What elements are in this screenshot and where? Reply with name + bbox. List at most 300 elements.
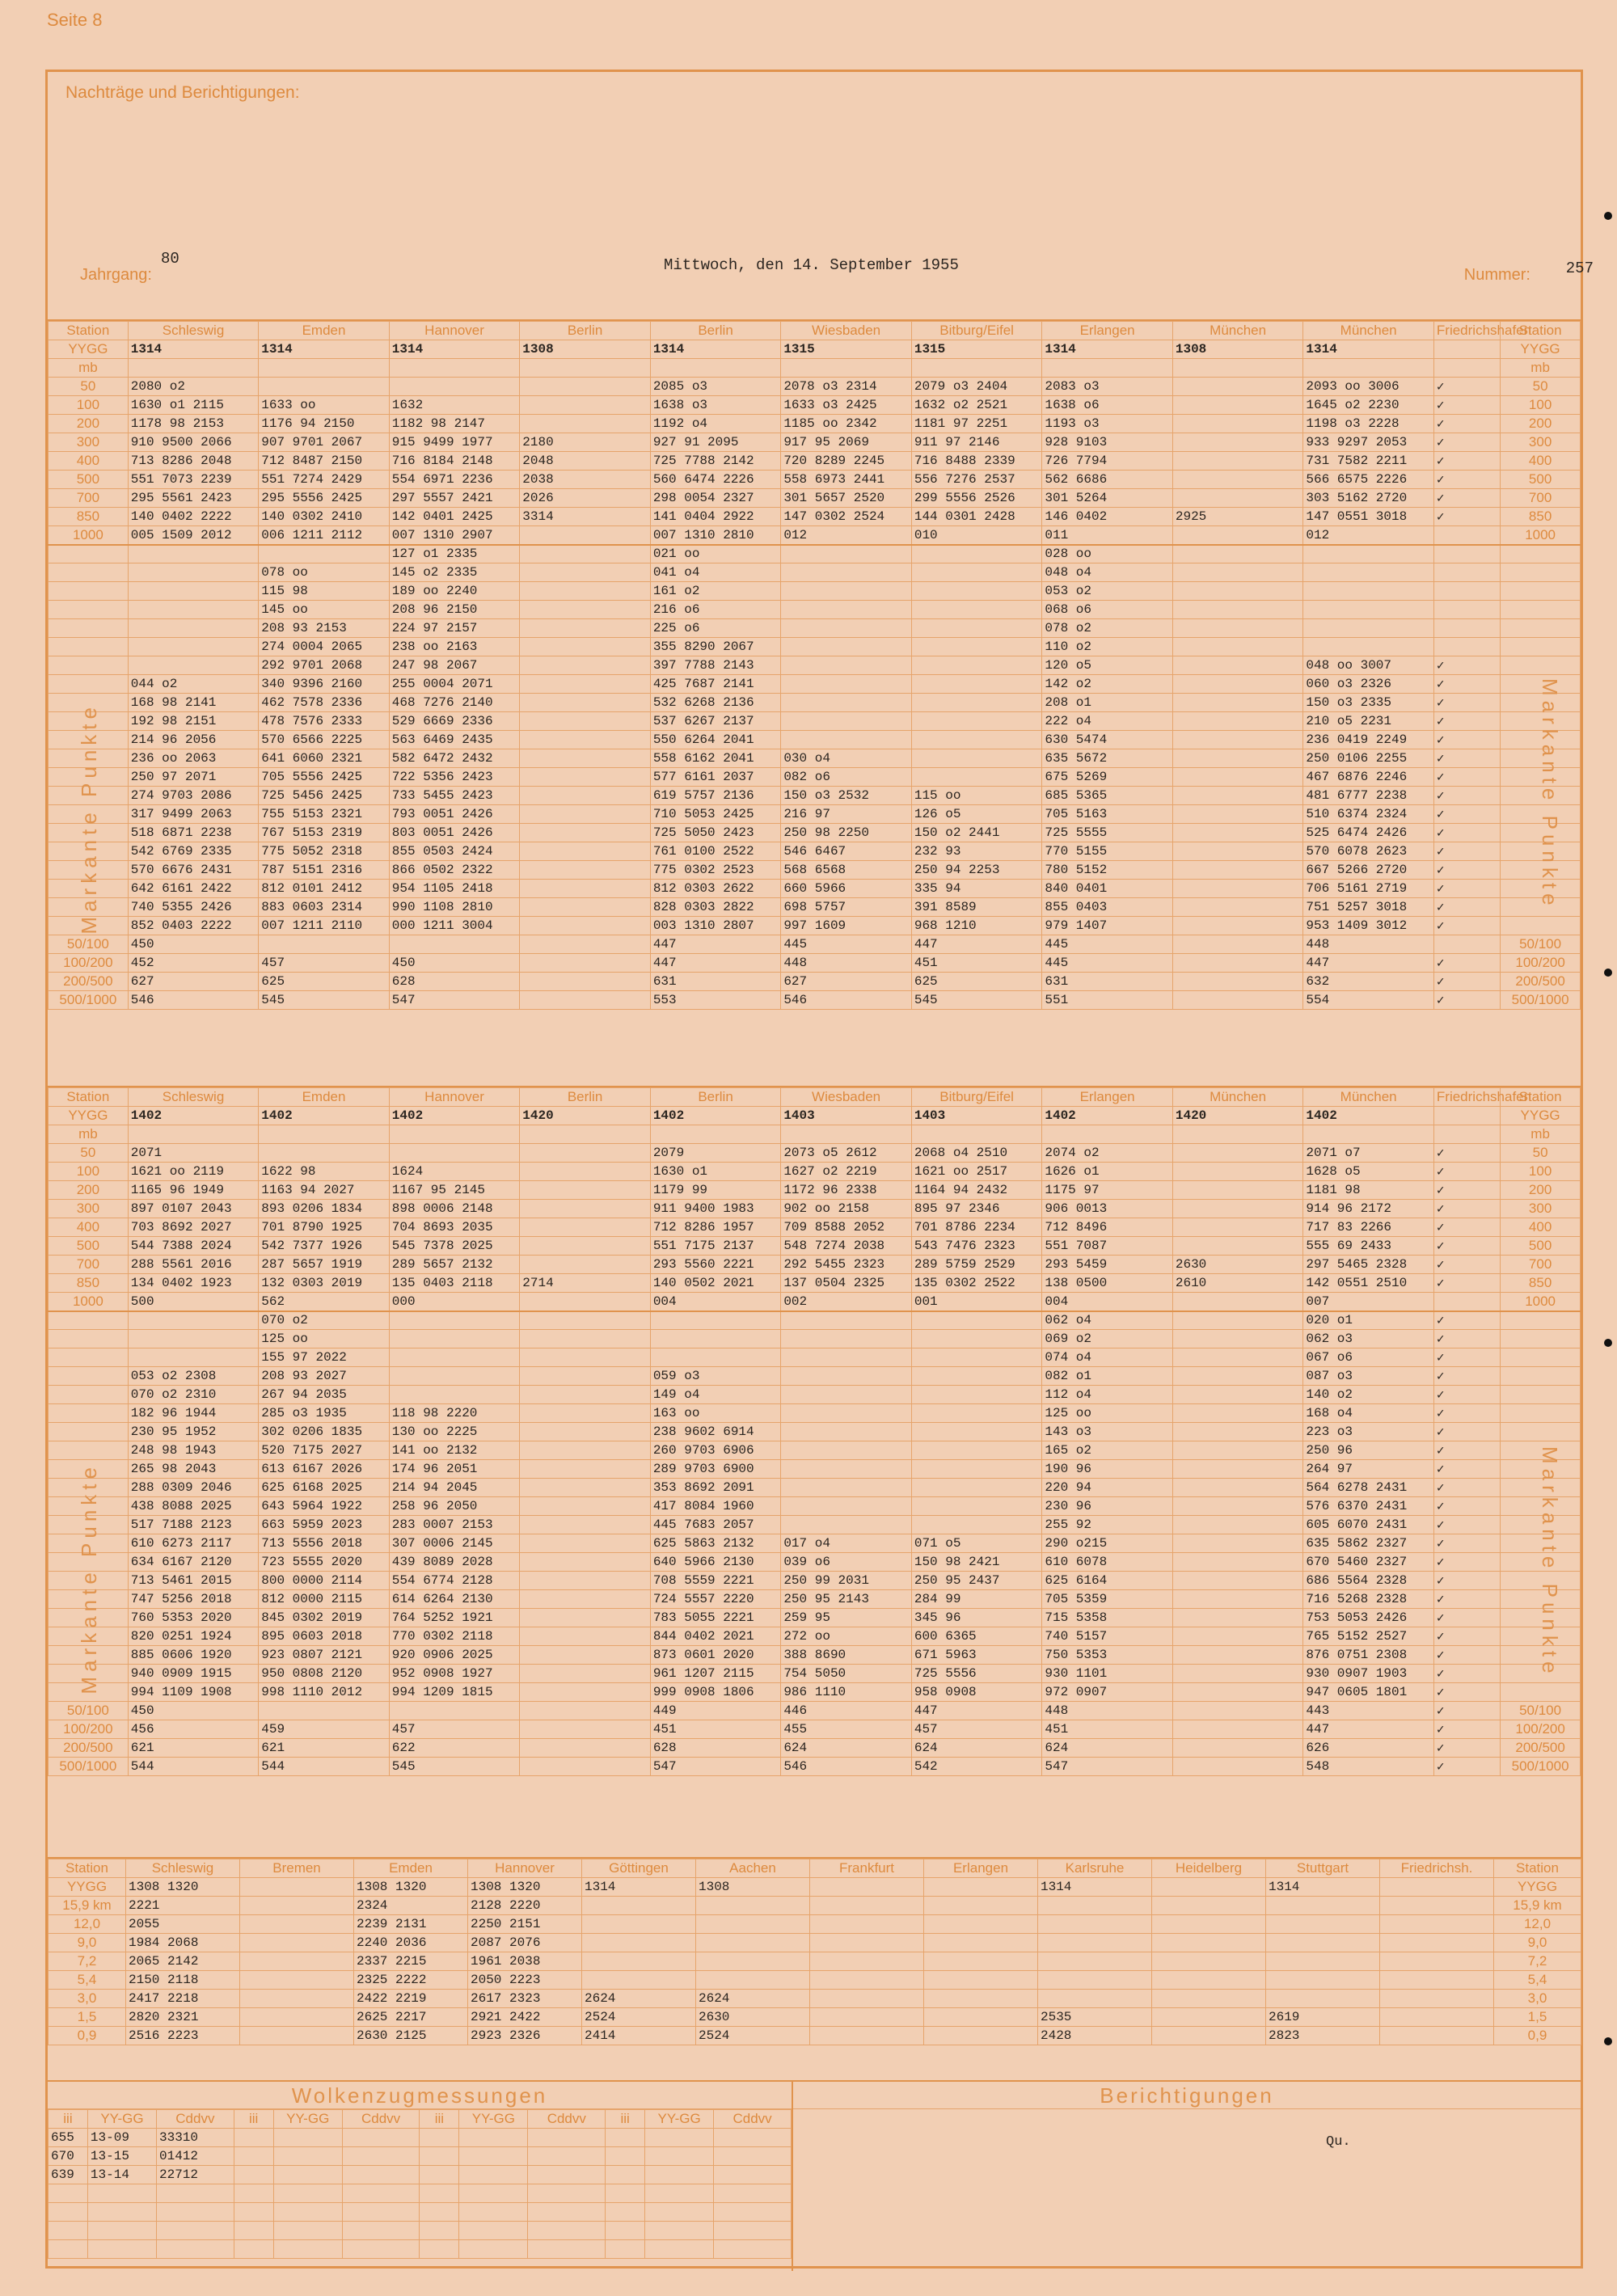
cloud-value	[420, 2203, 459, 2222]
level-row	[49, 1163, 1581, 1181]
layer-label: 50/100	[1501, 935, 1581, 954]
significant-point-value	[1303, 545, 1434, 563]
unit-row	[49, 1125, 1581, 1144]
significant-point-value	[911, 563, 1042, 582]
wind-value	[1152, 1897, 1266, 1915]
level-value: 1628 o5	[1303, 1163, 1434, 1181]
wind-value: 2617 2323	[468, 1990, 582, 2008]
significant-point-value: ✓	[1433, 656, 1500, 675]
significant-point-value	[520, 656, 651, 675]
markante-label-left-1: Markante Punkte	[77, 703, 101, 935]
layer-label: 50/100	[49, 935, 129, 954]
significant-point-value	[389, 1330, 520, 1348]
level-value: 895 97 2346	[911, 1200, 1042, 1218]
cloud-value	[714, 2166, 792, 2184]
significant-point-label	[1501, 1367, 1581, 1386]
level-value: 2093 oo 3006	[1303, 378, 1434, 396]
significant-point-value	[520, 619, 651, 638]
significant-point-value: 161 o2	[650, 582, 781, 601]
wind-value	[582, 1897, 696, 1915]
significant-point-value: 127 o1 2335	[389, 545, 520, 563]
level-row	[49, 1218, 1581, 1237]
significant-point-value: 990 1108 2810	[389, 898, 520, 917]
significant-point-value: 783 5055 2221	[650, 1609, 781, 1627]
station-name: Emden	[259, 322, 390, 340]
significant-point-value: 747 5256 2018	[128, 1590, 259, 1609]
significant-point-value: 765 5152 2527	[1303, 1627, 1434, 1646]
wind-value: 2820 2321	[126, 2008, 240, 2027]
cloud-value	[459, 2203, 528, 2222]
wind-value	[1380, 1952, 1494, 1971]
layer-label: 100/200	[49, 954, 129, 973]
wind-yygg-value	[924, 1878, 1038, 1897]
level-label: 850	[49, 508, 129, 526]
level-row	[49, 1144, 1581, 1163]
level-value: 566 6575 2226	[1303, 471, 1434, 489]
significant-point-row	[49, 1609, 1581, 1627]
cloud-value: 33310	[157, 2129, 234, 2147]
level-value: 701 8786 2234	[911, 1218, 1042, 1237]
significant-point-value: 292 9701 2068	[259, 656, 390, 675]
level-value: 902 oo 2158	[781, 1200, 912, 1218]
significant-point-value: 168 98 2141	[128, 694, 259, 712]
level-value: ✓	[1433, 1218, 1500, 1237]
wind-value: 2325 2222	[354, 1971, 468, 1990]
level-value: ✓	[1433, 452, 1500, 471]
station-name: Berlin	[650, 1088, 781, 1107]
significant-point-value	[1172, 1497, 1303, 1516]
layer-value: 542	[911, 1758, 1042, 1776]
wind-value: 2240 2036	[354, 1934, 468, 1952]
wind-table	[48, 1859, 1581, 2045]
significant-point-value: 828 0303 2822	[650, 898, 781, 917]
level-value: 500	[128, 1293, 259, 1311]
significant-point-value	[128, 545, 259, 563]
level-value: 2714	[520, 1274, 651, 1293]
level-label: 100	[1501, 1163, 1581, 1181]
significant-point-row	[49, 898, 1581, 917]
level-value: 2610	[1172, 1274, 1303, 1293]
code-header	[1303, 359, 1434, 378]
significant-point-value	[128, 582, 259, 601]
mb-label: mb	[1501, 359, 1581, 378]
significant-point-value: 715 5358	[1042, 1609, 1173, 1627]
significant-point-value	[781, 1367, 912, 1386]
wind-value	[810, 1952, 924, 1971]
significant-point-value	[781, 1479, 912, 1497]
significant-point-value: ✓	[1433, 1646, 1500, 1665]
significant-point-value	[520, 1534, 651, 1553]
wind-value: 2087 2076	[468, 1934, 582, 1952]
wind-value: 2324	[354, 1897, 468, 1915]
significant-point-value	[1172, 656, 1303, 675]
significant-point-row	[49, 675, 1581, 694]
level-value: 2630	[1172, 1256, 1303, 1274]
level-label: 200	[49, 1181, 129, 1200]
cloud-value	[420, 2166, 459, 2184]
significant-point-label	[49, 1348, 129, 1367]
significant-point-value: 619 5757 2136	[650, 787, 781, 805]
significant-point-value: 954 1105 2418	[389, 880, 520, 898]
significant-point-value: 947 0605 1801	[1303, 1683, 1434, 1702]
layer-label: 100/200	[1501, 1720, 1581, 1739]
significant-point-value: 972 0907	[1042, 1683, 1173, 1702]
level-value	[1433, 526, 1500, 545]
significant-point-value: 812 0101 2412	[259, 880, 390, 898]
level-value: 295 5556 2425	[259, 489, 390, 508]
significant-point-value	[1172, 1423, 1303, 1441]
significant-point-value: ✓	[1433, 1572, 1500, 1590]
wind-value: 2923 2326	[468, 2027, 582, 2045]
wind-value	[1152, 1934, 1266, 1952]
level-value: ✓	[1433, 1256, 1500, 1274]
significant-point-value	[520, 1479, 651, 1497]
significant-point-value	[389, 1311, 520, 1330]
wind-value	[1152, 1915, 1266, 1934]
level-value: 893 0206 1834	[259, 1200, 390, 1218]
wind-level-row	[49, 1971, 1581, 1990]
significant-point-value	[1172, 861, 1303, 880]
significant-point-value: 259 95	[781, 1609, 912, 1627]
level-value: 1621 oo 2119	[128, 1163, 259, 1181]
significant-point-value: ✓	[1433, 1609, 1500, 1627]
cloud-value	[645, 2240, 714, 2259]
layer-row	[49, 991, 1581, 1010]
significant-point-value: 760 5353 2020	[128, 1609, 259, 1627]
significant-point-value	[911, 1423, 1042, 1441]
level-value: 1638 o3	[650, 396, 781, 415]
wind-value: 2535	[1038, 2008, 1152, 2027]
significant-point-value	[911, 731, 1042, 749]
significant-point-value: 968 1210	[911, 917, 1042, 935]
level-value: 293 5560 2221	[650, 1256, 781, 1274]
significant-point-row	[49, 768, 1581, 787]
significant-point-value: 481 6777 2238	[1303, 787, 1434, 805]
cloud-value	[714, 2222, 792, 2240]
significant-point-value: 140 o2	[1303, 1386, 1434, 1404]
layer-value: 545	[389, 1758, 520, 1776]
significant-point-value: 250 95 2143	[781, 1590, 912, 1609]
significant-point-value: ✓	[1433, 1627, 1500, 1646]
layer-value: 451	[911, 954, 1042, 973]
significant-point-label	[1501, 1683, 1581, 1702]
level-value: 928 9103	[1042, 433, 1173, 452]
significant-point-value: 708 5559 2221	[650, 1572, 781, 1590]
level-value: 2080 o2	[128, 378, 259, 396]
layer-value: 545	[911, 991, 1042, 1010]
significant-point-value	[1172, 1534, 1303, 1553]
cloud-value	[342, 2222, 420, 2240]
cloud-header: YY-GG	[645, 2110, 714, 2129]
level-value: 1638 o6	[1042, 396, 1173, 415]
punch-hole-2	[1604, 969, 1612, 977]
level-value: ✓	[1433, 1274, 1500, 1293]
level-value	[520, 1163, 651, 1181]
level-value: 005 1509 2012	[128, 526, 259, 545]
significant-point-value: ✓	[1433, 1441, 1500, 1460]
significant-point-value: 770 5155	[1042, 842, 1173, 861]
markante-label-right-2: Markante Punkte	[1538, 1446, 1562, 1678]
significant-point-value	[911, 1367, 1042, 1386]
cloud-value	[645, 2222, 714, 2240]
layer-value: 551	[1042, 991, 1173, 1010]
significant-point-value	[781, 1404, 912, 1423]
significant-point-value: 210 o5 2231	[1303, 712, 1434, 731]
wind-value: 2250 2151	[468, 1915, 582, 1934]
layer-label: 100/200	[1501, 954, 1581, 973]
significant-point-value	[1172, 1367, 1303, 1386]
significant-point-row	[49, 1534, 1581, 1553]
yygg-value: 1402	[389, 1107, 520, 1125]
significant-point-value	[911, 749, 1042, 768]
level-value: 551 7073 2239	[128, 471, 259, 489]
significant-point-value	[520, 787, 651, 805]
level-label: 300	[49, 1200, 129, 1218]
code-header	[1042, 359, 1173, 378]
wind-station-name: Frankfurt	[810, 1859, 924, 1878]
layer-row	[49, 1758, 1581, 1776]
significant-point-row	[49, 824, 1581, 842]
significant-point-value: 568 6568	[781, 861, 912, 880]
layer-value: ✓	[1433, 1702, 1500, 1720]
significant-point-value: 216 97	[781, 805, 912, 824]
level-value: 295 5561 2423	[128, 489, 259, 508]
layer-value: 448	[1303, 935, 1434, 954]
significant-point-value: 265 98 2043	[128, 1460, 259, 1479]
significant-point-label	[1501, 1348, 1581, 1367]
level-value: 716 8184 2148	[389, 452, 520, 471]
significant-point-label	[49, 1404, 129, 1423]
level-value: 289 5759 2529	[911, 1256, 1042, 1274]
station-name: München	[1172, 1088, 1303, 1107]
cloud-value	[234, 2184, 273, 2203]
yygg-label: YYGG	[49, 1878, 126, 1897]
significant-point-value: 643 5964 1922	[259, 1497, 390, 1516]
cloud-title: Wolkenzugmessungen	[48, 2082, 792, 2109]
level-value: 1175 97	[1042, 1181, 1173, 1200]
layer-value	[1172, 935, 1303, 954]
level-value: 1178 98 2153	[128, 415, 259, 433]
significant-point-value: 725 5050 2423	[650, 824, 781, 842]
layer-value: 621	[259, 1739, 390, 1758]
punch-hole-4	[1604, 2037, 1612, 2045]
wind-value	[1038, 1952, 1152, 1971]
significant-point-value	[781, 1311, 912, 1330]
significant-point-row	[49, 1553, 1581, 1572]
cloud-value	[645, 2166, 714, 2184]
significant-point-value: 803 0051 2426	[389, 824, 520, 842]
significant-point-value: 663 5959 2023	[259, 1516, 390, 1534]
level-row	[49, 433, 1581, 452]
markante-label-left-2: Markante Punkte	[77, 1462, 101, 1695]
level-value: 551 7274 2429	[259, 471, 390, 489]
wind-yygg-value	[1380, 1878, 1494, 1897]
code-header	[259, 359, 390, 378]
significant-point-value: 142 o2	[1042, 675, 1173, 694]
jahrgang-label: Jahrgang:	[80, 266, 152, 284]
cloud-value	[528, 2129, 606, 2147]
significant-point-value	[1172, 880, 1303, 898]
significant-point-value: 248 98 1943	[128, 1441, 259, 1460]
significant-point-value	[1303, 638, 1434, 656]
significant-point-value	[1433, 563, 1500, 582]
cloud-value	[459, 2166, 528, 2184]
level-value: 1181 97 2251	[911, 415, 1042, 433]
level-value: 2038	[520, 471, 651, 489]
significant-point-value: 671 5963	[911, 1646, 1042, 1665]
wind-level-label: 5,4	[49, 1971, 126, 1990]
level-label: 850	[49, 1274, 129, 1293]
station-name: Wiesbaden	[781, 1088, 912, 1107]
wind-value	[1038, 1990, 1152, 2008]
ascent-block-2	[48, 1086, 1581, 1776]
level-value	[259, 378, 390, 396]
yygg-value: 1403	[911, 1107, 1042, 1125]
level-value: 287 5657 1919	[259, 1256, 390, 1274]
wind-value: 2624	[582, 1990, 696, 2008]
wind-block	[48, 1857, 1581, 2045]
yygg-label: YYGG	[1494, 1878, 1581, 1897]
level-value: 2079 o3 2404	[911, 378, 1042, 396]
layer-label: 500/1000	[49, 1758, 129, 1776]
significant-point-value	[781, 712, 912, 731]
yygg-label: YYGG	[1501, 340, 1581, 359]
significant-point-value: 062 o4	[1042, 1311, 1173, 1330]
yygg-value: 1402	[128, 1107, 259, 1125]
level-value	[520, 1200, 651, 1218]
level-value	[1172, 471, 1303, 489]
significant-point-value: 780 5152	[1042, 861, 1173, 880]
significant-point-value: 775 5052 2318	[259, 842, 390, 861]
significant-point-value: 340 9396 2160	[259, 675, 390, 694]
level-value: 2048	[520, 452, 651, 471]
station-label: Station	[1501, 1088, 1581, 1107]
significant-point-value	[1172, 898, 1303, 917]
significant-point-value	[520, 731, 651, 749]
significant-point-label	[1501, 656, 1581, 675]
level-value: 137 0504 2325	[781, 1274, 912, 1293]
significant-point-value: 740 5355 2426	[128, 898, 259, 917]
station-name: Berlin	[650, 322, 781, 340]
significant-point-value	[1172, 1627, 1303, 1646]
significant-point-value	[520, 842, 651, 861]
significant-point-value	[1172, 1330, 1303, 1348]
wind-level-row	[49, 1934, 1581, 1952]
significant-point-value	[911, 1441, 1042, 1460]
significant-point-row	[49, 1386, 1581, 1404]
cloud-value	[273, 2240, 342, 2259]
significant-point-row	[49, 842, 1581, 861]
layer-label: 200/500	[49, 973, 129, 991]
significant-point-row	[49, 638, 1581, 656]
level-label: 700	[49, 1256, 129, 1274]
significant-point-value: ✓	[1433, 880, 1500, 898]
level-value: 716 8488 2339	[911, 452, 1042, 471]
significant-point-value	[911, 1404, 1042, 1423]
level-value	[520, 1181, 651, 1200]
significant-point-row	[49, 749, 1581, 768]
significant-point-value: 667 5266 2720	[1303, 861, 1434, 880]
significant-point-value: 130 oo 2225	[389, 1423, 520, 1441]
cloud-value	[420, 2129, 459, 2147]
significant-point-value: ✓	[1433, 1330, 1500, 1348]
level-value: 555 69 2433	[1303, 1237, 1434, 1256]
significant-point-value: ✓	[1433, 768, 1500, 787]
wind-yygg-value: 1308 1320	[468, 1878, 582, 1897]
cloud-value: 13-15	[87, 2147, 156, 2166]
level-value: 560 6474 2226	[650, 471, 781, 489]
significant-point-value: 563 6469 2435	[389, 731, 520, 749]
yygg-value: 1403	[781, 1107, 912, 1125]
significant-point-value: 478 7576 2333	[259, 712, 390, 731]
significant-point-value: 120 o5	[1042, 656, 1173, 675]
significant-point-value: 554 6774 2128	[389, 1572, 520, 1590]
significant-point-value	[1172, 824, 1303, 842]
code-header	[781, 1125, 912, 1144]
level-value: 000	[389, 1293, 520, 1311]
wind-station-name: Hannover	[468, 1859, 582, 1878]
significant-point-value: 317 9499 2063	[128, 805, 259, 824]
significant-point-value: 438 8088 2025	[128, 1497, 259, 1516]
significant-point-value	[520, 898, 651, 917]
significant-point-value	[781, 694, 912, 712]
level-value: ✓	[1433, 1237, 1500, 1256]
significant-point-value: 285 o3 1935	[259, 1404, 390, 1423]
significant-point-value: ✓	[1433, 1590, 1500, 1609]
code-header	[650, 359, 781, 378]
layer-value	[520, 1758, 651, 1776]
cloud-value: 01412	[157, 2147, 234, 2166]
layer-label: 200/500	[1501, 973, 1581, 991]
level-row	[49, 489, 1581, 508]
significant-point-value: 044 o2	[128, 675, 259, 694]
significant-point-value	[520, 694, 651, 712]
significant-point-label	[49, 656, 129, 675]
significant-point-value: 070 o2 2310	[128, 1386, 259, 1404]
cloud-value: 13-09	[87, 2129, 156, 2147]
wind-yygg-row	[49, 1878, 1581, 1897]
significant-point-row	[49, 1516, 1581, 1534]
level-value: 911 9400 1983	[650, 1200, 781, 1218]
level-value	[520, 1256, 651, 1274]
level-value: 1633 o3 2425	[781, 396, 912, 415]
significant-point-value: 182 96 1944	[128, 1404, 259, 1423]
significant-point-row	[49, 1404, 1581, 1423]
significant-point-label	[1501, 1423, 1581, 1441]
level-value: 297 5465 2328	[1303, 1256, 1434, 1274]
level-value: 543 7476 2323	[911, 1237, 1042, 1256]
significant-point-value: 546 6467	[781, 842, 912, 861]
layer-value: 632	[1303, 973, 1434, 991]
layer-row	[49, 935, 1581, 954]
significant-point-value: 255 0004 2071	[389, 675, 520, 694]
significant-point-value	[781, 1516, 912, 1534]
significant-point-value	[520, 1311, 651, 1330]
level-value: 551 7175 2137	[650, 1237, 781, 1256]
level-value: 2071 o7	[1303, 1144, 1434, 1163]
significant-point-value	[1172, 619, 1303, 638]
level-value: 140 0302 2410	[259, 508, 390, 526]
wind-value: 2065 2142	[126, 1952, 240, 1971]
wind-value	[1152, 2027, 1266, 2045]
cloud-row	[49, 2166, 792, 2184]
significant-point-value	[1172, 1516, 1303, 1534]
unit-row	[49, 359, 1581, 378]
level-value: 1198 o3 2228	[1303, 415, 1434, 433]
level-label: 50	[49, 378, 129, 396]
significant-point-value: ✓	[1433, 1553, 1500, 1572]
level-value: 141 0404 2922	[650, 508, 781, 526]
